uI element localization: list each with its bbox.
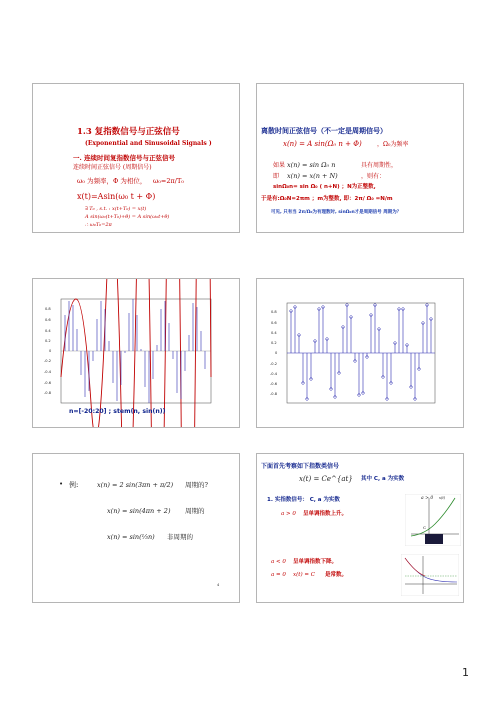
graph-a-label: a > 0 [421, 496, 434, 501]
page-number: 1 [462, 666, 469, 679]
condition-2-suffix: ，则有： [361, 173, 386, 180]
condition-zero-desc: 是常数。 [325, 572, 348, 578]
slide-exponential-signal [256, 453, 464, 603]
section-heading: 一. 连续时间复指数信号与正弦信号 [73, 154, 176, 162]
condition-1-suffix: 具有周期性， [361, 162, 398, 169]
y-tick-label: 0.2 [45, 339, 51, 343]
decay-graph [401, 554, 459, 596]
exponential-formula: x(t) = Ce^{at} [299, 475, 353, 483]
slide-discrete-sinusoid [256, 83, 464, 233]
y-tick-label: 0.8 [271, 310, 277, 314]
slide-title: 下面首先考察如下指数类信号 [261, 463, 340, 470]
y-tick-label: -0.2 [44, 359, 52, 363]
y-tick-label: 0.6 [45, 318, 51, 322]
y-tick-label: 0.4 [271, 331, 277, 335]
graph-xt-label: x(t) [439, 496, 446, 500]
y-tick-label: -0.6 [270, 382, 278, 386]
y-tick-label: 0 [275, 351, 278, 355]
sine-stem-plot [33, 279, 240, 428]
condition-negative: a < 0 [271, 559, 286, 565]
y-tick-label: -0.4 [270, 372, 278, 376]
discrete-formula: x(n) = A sin(Ω₀ n + Φ) [283, 140, 362, 148]
y-tick-label: -0.6 [44, 381, 52, 385]
condition-2-expr: x(n) = x(n + N) [287, 172, 338, 180]
stem-lines [291, 305, 431, 399]
condition-1-expr: x(n) = sin Ω₀ n [287, 161, 336, 169]
slide-footer: 4 [217, 583, 220, 587]
example-label: 例: [69, 481, 79, 489]
omega-note: ，Ω₀为频率 [377, 141, 409, 148]
sine-curve [61, 279, 211, 428]
real-exponential-heading: 1. 实指数信号： C, a 为实数 [267, 497, 340, 503]
omega-relation: ω₀=2π/T₀ [153, 177, 184, 185]
graph-c-label: C [423, 525, 427, 530]
slide-title: 1.3 复指数信号与正弦信号 [77, 127, 180, 137]
slide-title: 离散时间正弦信号（不一定是周期信号） [261, 127, 387, 135]
proof-line-1: ∃ T₀ , s.t. : x(t+T₀) = x(t) [85, 206, 147, 212]
growth-graph [405, 494, 461, 546]
y-tick-label: -0.8 [270, 392, 278, 396]
period-equation: sinΩ₀n= sin Ω₀ ( n+N) ；N为正整数, [273, 184, 376, 190]
condition-1-prefix: 如果 [273, 162, 286, 169]
slide-subtitle: (Exponential and Sinusoidal Signals ) [85, 140, 212, 147]
condition-zero: a = 0 [271, 572, 286, 578]
slide-periodicity-examples [32, 453, 240, 603]
slide-continuous-sinusoid [32, 83, 240, 233]
example-3-answer: 非周期的 [167, 533, 193, 541]
y-tick-label: -0.2 [270, 362, 278, 366]
omega-description: ω₀ 为频率，Φ 为相位， [77, 177, 147, 185]
example-2-expr: x(n) = sin(4πn + 2) [107, 507, 171, 515]
example-1-expr: x(n) = 2 sin(3πn + π/2) [97, 481, 174, 489]
y-tick-label: -0.4 [44, 370, 52, 374]
subsection-heading: 连续时间正弦信号 (周期信号) [73, 164, 152, 171]
y-tick-label: 0.8 [45, 307, 51, 311]
stem-plot [257, 279, 464, 428]
y-tick-label: -0.8 [44, 391, 52, 395]
bullet: • [59, 480, 64, 488]
proof-line-3: ∴ ω₀T₀=2π [85, 222, 112, 228]
stem-markers [290, 304, 433, 401]
rational-note: 可见, 只有当 2π/Ω₀为有理数时, sinΩ₀n才是周期信号 周期为？ [271, 210, 402, 215]
y-tick-label: 0.6 [271, 321, 277, 325]
condition-negative-desc: 呈单调指数下降。 [293, 559, 338, 565]
y-tick-label: 0.4 [45, 329, 51, 333]
y-tick-label: 0 [49, 349, 52, 353]
example-1-question: 周期的? [185, 481, 208, 489]
condition-positive: a > 0 [281, 511, 296, 517]
sinusoid-formula: x(t)=Asin(ω₀ t + Φ) [77, 192, 156, 201]
condition-zero-expr: x(t) = C [293, 572, 315, 578]
condition-positive-desc: 呈单调指数上升。 [303, 511, 348, 517]
formula-note: 其中 C, a 为实数 [361, 476, 405, 482]
period-condition: 于是有:Ω₀N=2πm ；m为整数, 即：2π/ Ω₀ =N/m [261, 196, 393, 202]
proof-line-2: A sin(ω₀(t+T₀)+θ) = A sin(ω₀t+θ) [85, 214, 170, 220]
y-tick-label: 0.2 [271, 341, 277, 345]
slide-stem-and-sine-plot [32, 278, 240, 428]
slide-stem-plot [256, 278, 464, 428]
plot-caption: n=[-20:20] ; stem(n, sin(n)) [69, 408, 166, 415]
condition-2-prefix: 即 [273, 173, 280, 180]
example-3-expr: x(n) = sin(⅓n) [107, 533, 155, 541]
example-2-answer: 周期的 [185, 507, 205, 515]
